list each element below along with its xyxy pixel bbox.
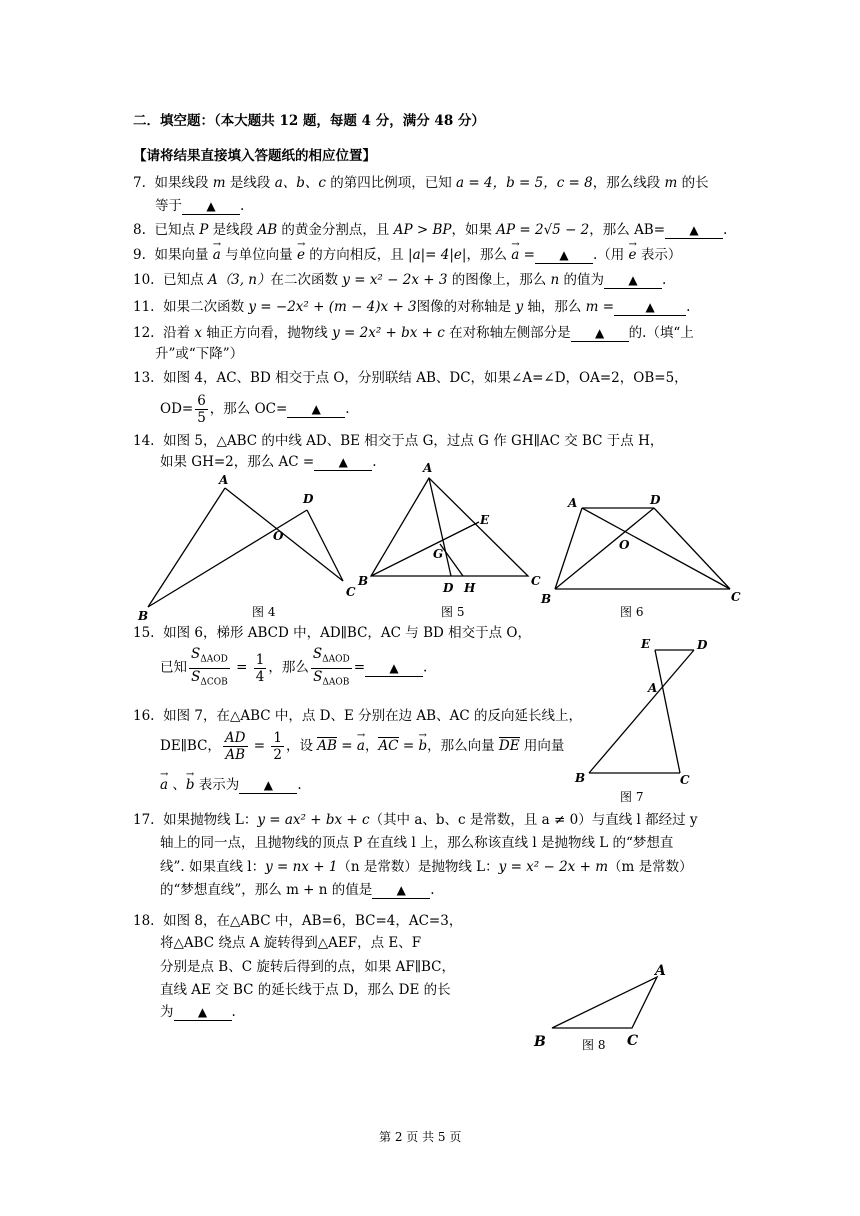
label-A: A xyxy=(648,681,658,695)
question-number: 15. xyxy=(133,625,155,641)
label-B: B xyxy=(534,1034,546,1050)
label-A: A xyxy=(423,461,433,475)
question-18-line4: 直线 AE 交 BC 的延长线于点 D，那么 DE 的长 xyxy=(160,982,451,998)
fraction: $\frac{S_{\Delta AOD}}{S_{\Delta AOB}}$ xyxy=(312,646,350,688)
figure-4-caption: 图 4 xyxy=(252,605,276,619)
answer-blank: ▲ xyxy=(365,661,423,677)
label-B: B xyxy=(138,609,149,623)
label-B: B xyxy=(575,771,586,785)
question-number: 14. xyxy=(133,433,155,449)
label-A: A xyxy=(568,496,578,510)
label-C: C xyxy=(680,773,690,787)
question-11: 11. 如果二次函数 y = −2x² + (m − 4)x + 3图像的对称轴是 y 轴，那么 m = ▲ . xyxy=(133,299,691,315)
answer-blank: ▲ xyxy=(314,455,372,471)
answer-blank: ▲ xyxy=(239,778,297,794)
question-number: 18. xyxy=(133,913,155,929)
label-A: A xyxy=(219,473,229,487)
figure-7-caption: 图 7 xyxy=(620,790,644,804)
question-16: 16. 如图 7，在△ABC 中，点 D、E 分别在边 AB、AC 的反向延长线上， xyxy=(133,708,582,724)
question-18-line5: 为 ▲ . xyxy=(160,1004,236,1020)
question-number: 16. xyxy=(133,708,155,724)
figure-6-caption: 图 6 xyxy=(620,605,644,619)
fraction: $\frac{6}{5}$ xyxy=(197,393,206,426)
question-13-line2: OD= $\frac{6}{5}$ ，那么 OC= ▲ . xyxy=(160,393,350,426)
figure-5-caption: 图 5 xyxy=(441,605,465,619)
answer-blank: ▲ xyxy=(665,223,723,239)
answer-blank: ▲ xyxy=(571,326,629,342)
question-8: 8. 已知点 P 是线段 AB 的黄金分割点，且 AP > BP，如果 AP = 2√5 − 2，那么 AB= ▲ . xyxy=(133,222,728,238)
question-number: 7. xyxy=(133,175,146,191)
answer-blank: ▲ xyxy=(174,1005,232,1021)
label-G: G xyxy=(433,547,444,561)
label-C: C xyxy=(346,585,356,599)
question-number: 12. xyxy=(133,325,155,341)
label-O: O xyxy=(619,538,630,552)
label-B: B xyxy=(541,592,552,606)
label-H: H xyxy=(464,581,476,595)
question-number: 11. xyxy=(133,299,155,315)
question-7-line2: 等于 ▲ . xyxy=(155,198,245,214)
section-title: 二．填空题：（本大题共 12 题，每题 4 分，满分 48 分） xyxy=(133,113,485,129)
figure-6 xyxy=(535,490,745,610)
label-A: A xyxy=(655,963,666,979)
question-18-line2: 将△ABC 绕点 A 旋转得到△AEF，点 E、F xyxy=(160,935,422,951)
label-D: D xyxy=(650,493,661,507)
label-D: D xyxy=(697,638,708,652)
question-9: 9. 如果向量 → a 与单位向量 → e 的方向相反，且 |a|= 4|e|，那么 → a = ▲ .（用 → e 表示） xyxy=(133,245,681,265)
instruction: 【请将结果直接填入答题纸的相应位置】 xyxy=(133,148,376,164)
fraction: $\frac{AD}{AB}$ xyxy=(224,730,246,763)
question-number: 17. xyxy=(133,812,155,828)
question-17-line4: 的“梦想直线”，那么 m + n 的值是 ▲ . xyxy=(160,882,435,898)
question-16-line2: DE∥BC， $\frac{AD}{AB}$ = $\frac{1}{2}$ ，设 AB = → a，AC = → b，那么向量 DE 用向量 xyxy=(160,730,564,763)
question-12-line2: 升”或“下降”） xyxy=(155,346,244,362)
label-C: C xyxy=(731,590,741,604)
label-O: O xyxy=(273,529,284,543)
question-14: 14. 如图 5，△ABC 的中线 AD、BE 相交于点 G，过点 G 作 GH∥AC 交 BC 于点 H， xyxy=(133,433,664,449)
answer-blank: ▲ xyxy=(287,402,345,418)
question-16-line3: → a 、→ b 表示为 ▲ . xyxy=(160,775,302,795)
question-number: 8. xyxy=(133,222,146,238)
figure-7 xyxy=(570,630,720,790)
question-18: 18. 如图 8，在△ABC 中，AB=6，BC=4，AC=3， xyxy=(133,913,463,929)
label-D: D xyxy=(303,492,314,506)
label-E: E xyxy=(641,637,651,651)
question-14-line2: 如果 GH=2，那么 AC = ▲ . xyxy=(160,454,377,470)
answer-blank: ▲ xyxy=(372,883,430,899)
figure-5 xyxy=(355,460,545,600)
question-18-line3: 分别是点 B、C 旋转后得到的点，如果 AF∥BC， xyxy=(160,959,455,975)
question-13: 13. 如图 4，AC、BD 相交于点 O，分别联结 AB、DC，如果∠A=∠D，OA=2，OB=5， xyxy=(133,370,688,386)
label-C: C xyxy=(531,574,541,588)
question-17: 17. 如果抛物线 L：y = ax² + bx + c（其中 a、b、c 是常数，且 a ≠ 0）与直线 l 都经过 y xyxy=(133,812,698,828)
fraction: $\frac{S_{\Delta AOD}}{S_{\Delta COB}}$ xyxy=(191,646,228,688)
question-17-line3: 线”. 如果直线 l：y = nx + 1（n 是常数）是抛物线 L：y = x² − 2x + m（m 是常数） xyxy=(160,859,693,875)
answer-blank: ▲ xyxy=(604,273,662,289)
question-12: 12. 沿着 x 轴正方向看，抛物线 y = 2x² + bx + c 在对称轴左侧部分是 ▲ 的.（填“上 xyxy=(133,325,694,341)
figure-8-caption: 图 8 xyxy=(582,1038,606,1052)
question-7: 7. 如果线段 m 是线段 a、b、c 的第四比例项，已知 a = 4，b = 5，c = 8，那么线段 m 的长 xyxy=(133,175,709,191)
label-D: D xyxy=(443,581,454,595)
answer-blank: ▲ xyxy=(182,199,240,215)
question-number: 10. xyxy=(133,272,155,288)
answer-blank: ▲ xyxy=(614,300,686,316)
fraction: $\frac{1}{4}$ xyxy=(255,651,265,685)
question-number: 9. xyxy=(133,247,146,263)
page-footer: 第 2 页 共 5 页 xyxy=(379,1130,462,1144)
label-B: B xyxy=(358,574,369,588)
figure-4 xyxy=(130,470,370,625)
question-number: 13. xyxy=(133,370,155,386)
question-10: 10. 已知点 A（3, n）在二次函数 y = x² − 2x + 3 的图像上，那么 n 的值为 ▲ . xyxy=(133,272,667,288)
fraction: $\frac{1}{2}$ xyxy=(273,730,282,763)
answer-blank: ▲ xyxy=(535,248,593,264)
label-E: E xyxy=(480,513,490,527)
question-15: 15. 如图 6，梯形 ABCD 中，AD∥BC，AC 与 BD 相交于点 O， xyxy=(133,625,531,641)
label-C: C xyxy=(627,1033,639,1049)
question-17-line2: 轴上的同一点，且抛物线的顶点 P 在直线 l 上，那么称该直线 l 是抛物线 L 的“梦想直 xyxy=(160,835,674,851)
question-15-line2: 已知 $\frac{S_{\Delta AOD}}{S_{\Delta COB}}$ = $\frac{1}{4}$ ，那么 $\frac{S_{\Delta AOD}}{S_{\Delta AOB}}$ = ▲ . xyxy=(160,646,427,690)
